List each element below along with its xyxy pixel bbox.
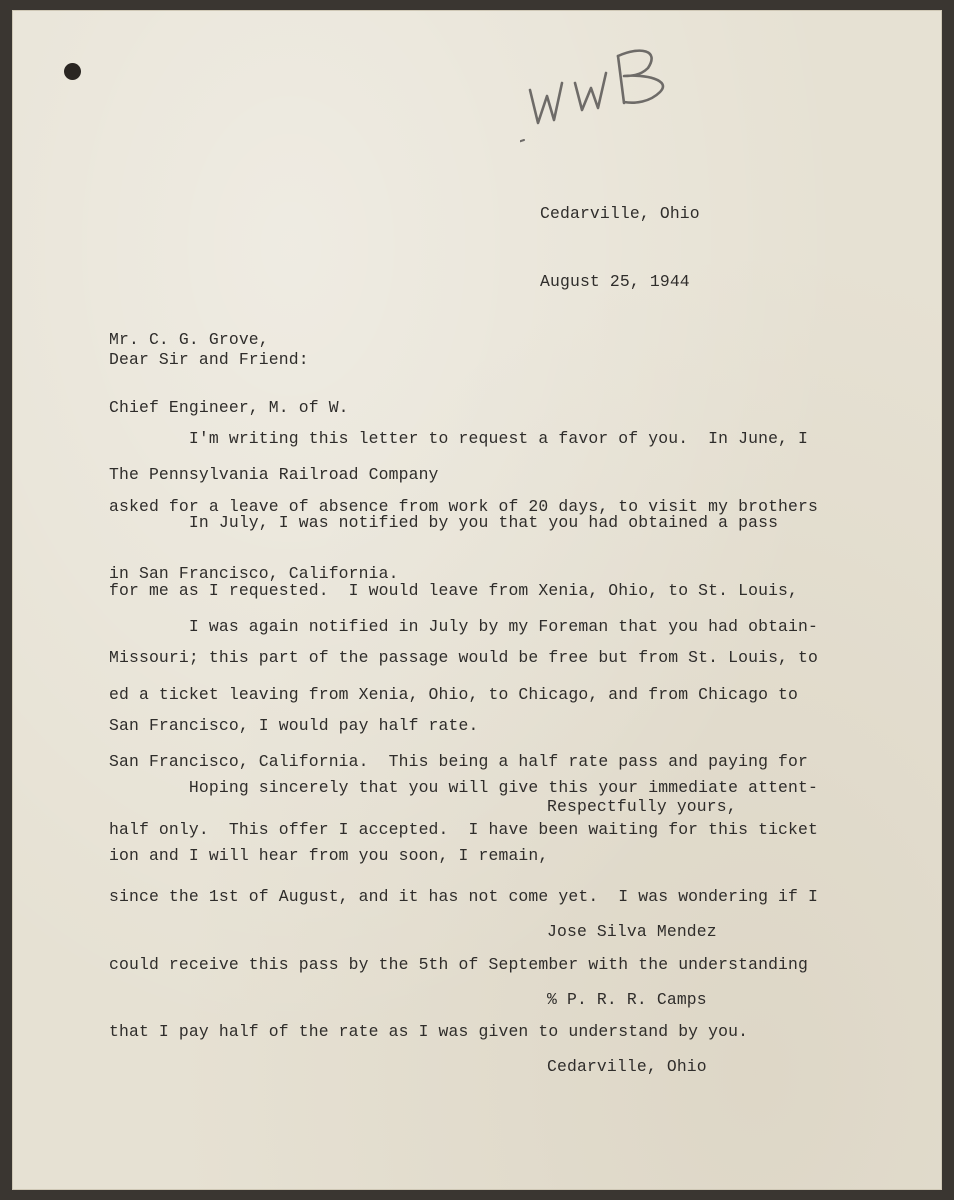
paragraph-line: asked for a leave of absence from work of 20 days, to visit my brothers	[109, 496, 819, 516]
dateline-date: August 25, 1944	[540, 271, 690, 291]
recipient-title: Chief Engineer, M. of W.	[109, 397, 349, 417]
paragraph-line: San Francisco, California. This being a half rate pass and paying for	[109, 752, 809, 771]
paragraph-line: ion and I will hear from you soon, I remain,	[109, 845, 549, 865]
paragraph-line: In July, I was notified by you that you had obtained a pass	[109, 513, 779, 532]
dateline	[540, 158, 700, 338]
handwritten-initials	[520, 28, 690, 148]
salutation: Dear Sir and Friend:	[109, 350, 309, 369]
paragraph-line: ed a ticket leaving from Xenia, Ohio, to Chicago, and from Chicago to	[109, 684, 799, 704]
paragraph-line: in San Francisco, California.	[109, 564, 399, 583]
paragraph-line: half only. This offer I accepted. I have been waiting for this ticket	[109, 819, 819, 839]
paragraph-line: Hoping sincerely that you will give this your immediate attent-	[109, 778, 819, 797]
signature-block	[547, 876, 717, 1124]
paragraph-line: for me as I requested. I would leave from Xenia, Ohio, to St. Louis,	[109, 580, 799, 600]
paragraph-line: that I pay half of the rate as I was given to understand by you.	[109, 1022, 749, 1041]
paragraph-line: could receive this pass by the 5th of September with the understanding	[109, 954, 809, 974]
closing: Respectfully yours,	[547, 797, 737, 816]
paragraph-line: since the 1st of August, and it has not come yet. I was wondering if I	[109, 887, 819, 906]
paragraph-line: I was again notified in July by my Foreman that you had obtain-	[109, 617, 819, 636]
recipient-company: The Pennsylvania Railroad Company	[109, 465, 439, 484]
letter-page	[12, 10, 942, 1190]
recipient-name: Mr. C. G. Grove,	[109, 330, 269, 349]
sender-city: Cedarville, Ohio	[547, 1057, 707, 1076]
paragraph-line: Missouri; this part of the passage would be free but from St. Louis, to	[109, 648, 819, 667]
sender-care-of: % P. R. R. Camps	[547, 989, 707, 1009]
sender-name: Jose Silva Mendez	[547, 922, 717, 941]
paragraph-line: San Francisco, I would pay half rate.	[109, 715, 479, 735]
dateline-place: Cedarville, Ohio	[540, 204, 700, 223]
punch-hole	[64, 63, 81, 80]
paragraph-line: I'm writing this letter to request a favor of you. In June, I	[109, 429, 809, 448]
